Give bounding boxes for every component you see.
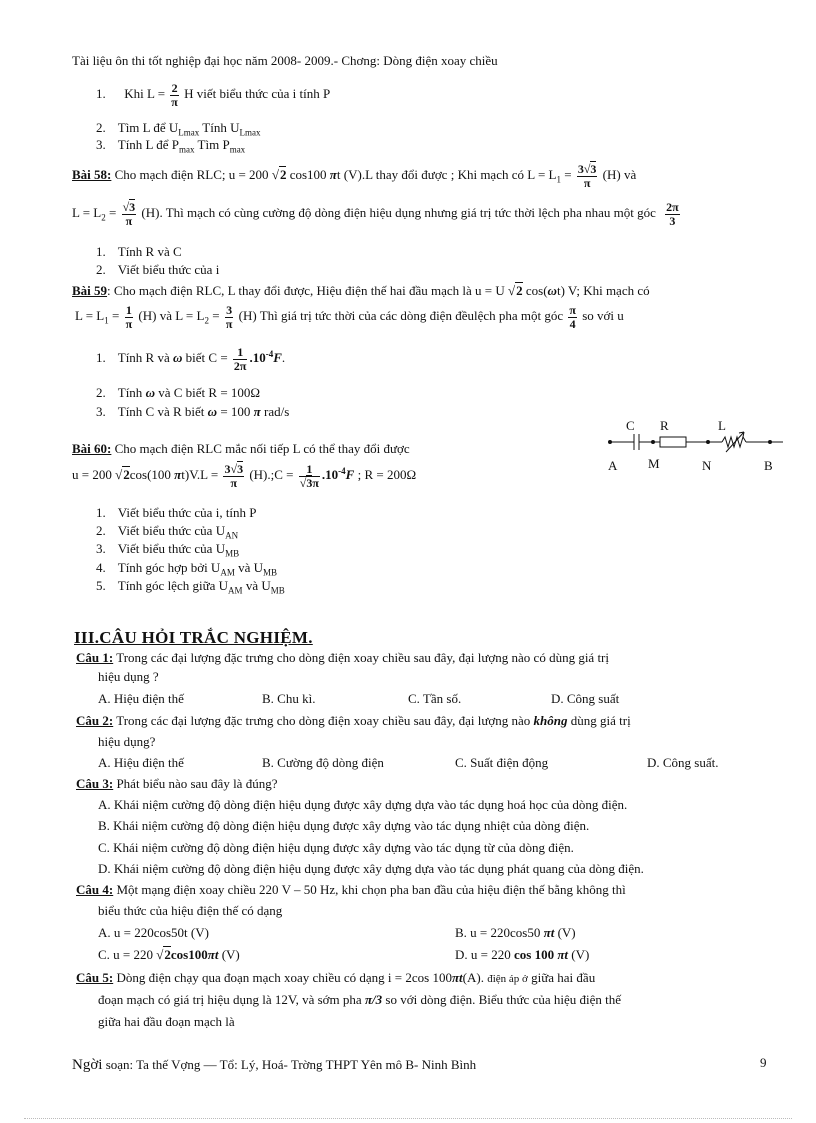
option-a: A. Khái niệm cường độ dòng điện hiệu dụng được xây dựng dựa vào tác dụng hoá học của dòng điện. xyxy=(98,797,628,812)
option-a: A. Hiệu điện thế xyxy=(98,691,184,706)
question-1: Câu 1: Trong các đại lượng đặc trưng cho dòng điện xoay chiều sau đây, đại lượng nào có dùng giá trị xyxy=(76,650,609,665)
option-c: C. Suất điện động xyxy=(455,755,549,770)
node-b xyxy=(768,440,772,444)
list-item: 3. Tính L để $P_{max}$ Tìm $P_{max}$ xyxy=(96,137,246,155)
problem-60-line1: Bài 60: Cho mạch điện RLC mắc nối tiếp L có thể thay đổi được xyxy=(72,441,410,456)
problem-60-line2: u = 200 √2cos(100 πt)V.L = $\frac{3√3}{\pi}$ (H).;C = $\frac{1}{√3\pi}$ $.10^{-4}F$ ; R = 200Ω xyxy=(72,462,417,490)
question-text: biểu thức của hiệu điện thế có dạng xyxy=(98,903,283,918)
fraction: $\frac{√3}{\pi}$ xyxy=(122,200,136,228)
label-m: M xyxy=(648,456,660,471)
list-item: 2. Viết biểu thức của $U_{AN}$ xyxy=(96,523,239,541)
question-5: Câu 5: Dòng điện chạy qua đoạn mạch xoay chiều có dạng i = 2cos 100πt(A). điện áp ở giữa hai đầu xyxy=(76,970,596,985)
inductor xyxy=(722,437,746,447)
list-item: 2. Tìm L để $U_{Lmax}$ Tính $U_{Lmax}$ xyxy=(96,120,261,138)
label-b: B xyxy=(764,458,773,473)
list-item: 2. Tính ω và C biết R = 100Ω xyxy=(96,385,261,400)
list-item: 1. Tính R và ω biết C = $\frac{1}{2\pi}$ $.10^{-4}F$. xyxy=(96,345,286,373)
question-2: Câu 2: Trong các đại lượng đặc trưng cho dòng điện xoay chiều sau đây, đại lượng nào không dùng giá trị xyxy=(76,713,631,728)
question-label: Câu 1: xyxy=(76,650,114,665)
problem-58-line1: Bài 58: Cho mạch điện RLC; u = 200 √2 cos100 πt (V).L thay đổi được ; Khi mạch có $L = L_1$ = $\frac{3√3}{\pi}$ (H) và xyxy=(72,162,637,190)
label-r: R xyxy=(660,418,669,433)
node-a xyxy=(608,440,612,444)
list-item xyxy=(96,82,330,108)
page-footer: Ngời soạn: Ta thế Vợng — Tổ: Lý, Hoá- Trờng THPT Yên mô B- Ninh Bình xyxy=(72,1057,477,1073)
list-item: 4. Tính góc hợp bởi $U_{AM}$ và $U_{MB}$ xyxy=(96,560,278,578)
option-b: B. Chu kì. xyxy=(262,691,316,706)
sqrt: √2 xyxy=(271,167,287,183)
fraction: $\frac{2}{\pi}$ xyxy=(171,81,178,109)
option-a: A. u = 220cos50t (V) xyxy=(98,925,209,940)
page-edge-divider xyxy=(24,1118,792,1119)
item-text: H viết biểu thức của i tính P xyxy=(184,86,331,102)
option-c: C. Tần số. xyxy=(408,691,462,706)
section-title: III.CÂU HỎI TRẮC NGHIỆM. xyxy=(74,628,313,647)
label-l: L xyxy=(718,418,726,433)
problem-59-line1: Bài 59: Cho mạch điện RLC, L thay đổi được, Hiệu điện thế hai đầu mạch là u = U √2 cos(ωt) V; Khi mạch có xyxy=(72,283,650,298)
question-label: Câu 3: xyxy=(76,776,114,791)
option-d: D. u = 220 cos 100 πt (V) xyxy=(455,947,590,962)
option-b: B. Cường độ dòng điện xyxy=(262,755,384,770)
question-label: Câu 5: xyxy=(76,970,114,985)
question-text: hiệu dụng? xyxy=(98,734,156,749)
problem-58-line2: $L = L_2$ = $\frac{√3}{\pi}$ (H). Thì mạch có cùng cường độ dòng điện hiệu dụng nhưng giá trị tức thời lệch pha nhau một góc $\frac{2\pi}{3}$ xyxy=(72,200,679,228)
item-text: Khi L = xyxy=(124,86,166,102)
page-number: 9 xyxy=(760,1055,767,1070)
node-m xyxy=(651,440,655,444)
option-d: D. Khái niệm cường độ dòng điện hiệu dụng được xây dựng dựa vào tác dụng phát quang của dòng điện. xyxy=(98,861,644,876)
item-number: 1. xyxy=(96,86,106,102)
list-item: 3. Tính C và R biết ω = 100 π rad/s xyxy=(96,404,290,419)
question-3: Câu 3: Phát biểu nào sau đây là đúng? xyxy=(76,776,278,791)
problem-label: Bài 58: xyxy=(72,167,112,183)
option-b: B. u = 220cos50 πt (V) xyxy=(455,925,576,940)
circuit-diagram xyxy=(598,412,794,480)
node-n xyxy=(706,440,710,444)
option-d: D. Công suất. xyxy=(647,755,719,770)
option-c: C. Khái niệm cường độ dòng điện hiệu dụng được xây dựng vào tác dụng từ của dòng điện. xyxy=(98,840,574,855)
option-d: D. Công suất xyxy=(551,691,620,706)
label-n: N xyxy=(702,458,712,473)
option-c: C. u = 220 √2cos100πt (V) xyxy=(98,947,240,962)
problem-label: Bài 59 xyxy=(72,283,108,298)
fraction: $\frac{3√3}{\pi}$ xyxy=(577,162,597,190)
page-header: Tài liệu ôn thi tốt nghiệp đại học năm 2008- 2009.- Chơng: Dòng điện xoay chiều xyxy=(72,53,498,68)
list-item: 2. Viết biểu thức của i xyxy=(96,262,220,277)
question-4: Câu 4: Một mạng điện xoay chiều 220 V – 50 Hz, khi chọn pha ban đầu của hiệu điện thế bằng không thì xyxy=(76,882,626,897)
fraction: $\frac{2\pi}{3}$ xyxy=(666,200,679,228)
option-a: A. Hiệu điện thế xyxy=(98,755,184,770)
question-label: Câu 4: xyxy=(76,882,114,897)
list-item: 3. Viết biểu thức của $U_{MB}$ xyxy=(96,541,240,559)
label-a: A xyxy=(608,458,618,473)
problem-label: Bài 60: xyxy=(72,441,112,456)
question-text: đoạn mạch có giá trị hiệu dụng là 12V, và sớm pha π/3 so với dòng điện. Biểu thức của hiệu điện thế xyxy=(98,992,622,1007)
option-b: B. Khái niệm cường độ dòng điện hiệu dụng được xây dựng vào tác dụng nhiệt của dòng điện. xyxy=(98,818,590,833)
question-label: Câu 2: xyxy=(76,713,114,728)
question-text: hiệu dụng ? xyxy=(98,669,159,684)
problem-59-line2: $L = L_1$ = $\frac{1}{\pi}$ (H) và $L = L_2$ = $\frac{3}{\pi}$ (H) Thì giá trị tức thời của các dòng điện đềulệch pha một góc $\frac{\pi}{4}$ so với u xyxy=(75,303,624,331)
resistor xyxy=(660,437,686,447)
list-item: 1. Viết biểu thức của i, tính P xyxy=(96,505,257,520)
question-text: giữa hai đầu đoạn mạch là xyxy=(98,1014,235,1029)
list-item: 5. Tính góc lệch giữa $U_{AM}$ và $U_{MB}$ xyxy=(96,578,285,596)
label-c: C xyxy=(626,418,635,433)
list-item: 1. Tính R và C xyxy=(96,244,182,259)
